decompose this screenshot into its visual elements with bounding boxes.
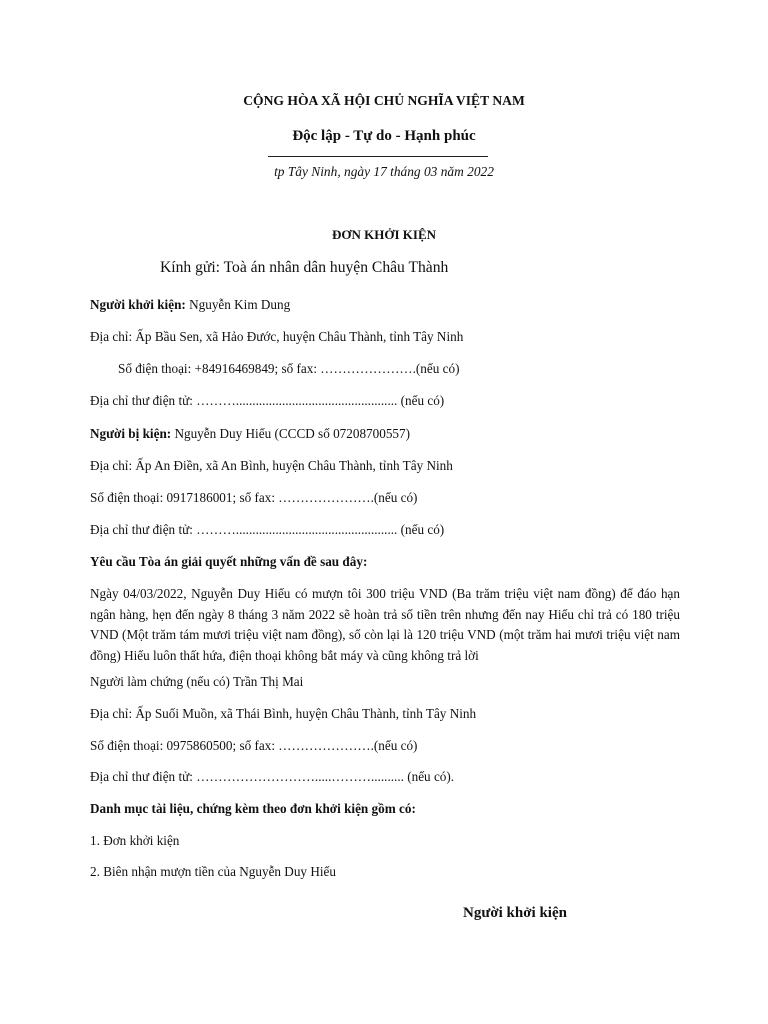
plaintiff-label: Người khởi kiện: <box>90 297 186 312</box>
request-body: Ngày 04/03/2022, Nguyễn Duy Hiếu có mượn tôi 300 triệu VND (Ba trăm triệu việt nam đồng) để đáo hạn ngân hàng, hẹn đến ngày 8 tháng 3 năm 2022 sẽ hoàn trả số tiền trên nhưng đến nay Hiếu chỉ trả có 180 triệu VND (Một trăm tám mươi triệu việt nam đồng), số còn lại là 120 triệu VND (một trăm hai mươi triệu việt nam đồng) Hiếu luôn thất hứa, điện thoại không bắt máy và cũng không trả lời <box>90 586 680 663</box>
witness-phone: Số điện thoại: 0975860500; số fax: ………………….(nếu có) <box>90 738 418 753</box>
signature-label: Người khởi kiện <box>463 905 567 921</box>
plaintiff-address: Địa chỉ: Ấp Bầu Sen, xã Hảo Đước, huyện Châu Thành, tỉnh Tây Ninh <box>90 329 464 344</box>
motto-heading: Độc lập - Tự do - Hạnh phúc <box>292 128 476 144</box>
plaintiff-name: Nguyễn Kim Dung <box>185 297 291 312</box>
attachment-item: 1. Đơn khởi kiện <box>90 833 180 848</box>
attachment-item: 2. Biên nhận mượn tiền của Nguyễn Duy Hiếu <box>90 864 336 879</box>
witness-address: Địa chỉ: Ấp Suối Muồn, xã Thái Bình, huyện Châu Thành, tỉnh Tây Ninh <box>90 706 477 721</box>
place-date: tp Tây Ninh, ngày 17 tháng 03 năm 2022 <box>274 164 494 179</box>
motto-underline <box>268 156 488 157</box>
defendant-line <box>90 426 410 442</box>
defendant-name: Nguyễn Duy Hiếu (CCCD số 07208700557) <box>171 426 411 441</box>
defendant-address: Địa chỉ: Ấp An Điền, xã An Bình, huyện Châu Thành, tỉnh Tây Ninh <box>90 458 453 473</box>
defendant-label: Người bị kiện: <box>90 426 172 441</box>
request-heading: Yêu cầu Tòa án giải quyết những vấn đề sau đây: <box>90 554 368 569</box>
nation-heading: CỘNG HÒA XÃ HỘI CHỦ NGHĨA VIỆT NAM <box>243 93 525 108</box>
witness-line: Người làm chứng (nếu có) Trần Thị Mai <box>90 674 304 689</box>
document-title: ĐƠN KHỞI KIỆN <box>331 227 436 242</box>
plaintiff-email: Địa chỉ thư điện tử: ………................................................. (nếu có) <box>90 393 445 408</box>
recipient-line: Kính gửi: Toà án nhân dân huyện Châu Thành <box>160 259 449 276</box>
plaintiff-line <box>90 297 290 313</box>
defendant-email: Địa chỉ thư điện tử: ………................................................. (nếu có) <box>90 522 445 537</box>
defendant-phone: Số điện thoại: 0917186001; số fax: ………………….(nếu có) <box>90 490 418 505</box>
attachments-heading: Danh mục tài liệu, chứng kèm theo đơn khởi kiện gồm có: <box>90 801 416 816</box>
plaintiff-phone: Số điện thoại: +84916469849; số fax: ………………….(nếu có) <box>118 361 460 376</box>
witness-email: Địa chỉ thư điện tử: ……………………….....……….......... (nếu có). <box>90 769 455 784</box>
